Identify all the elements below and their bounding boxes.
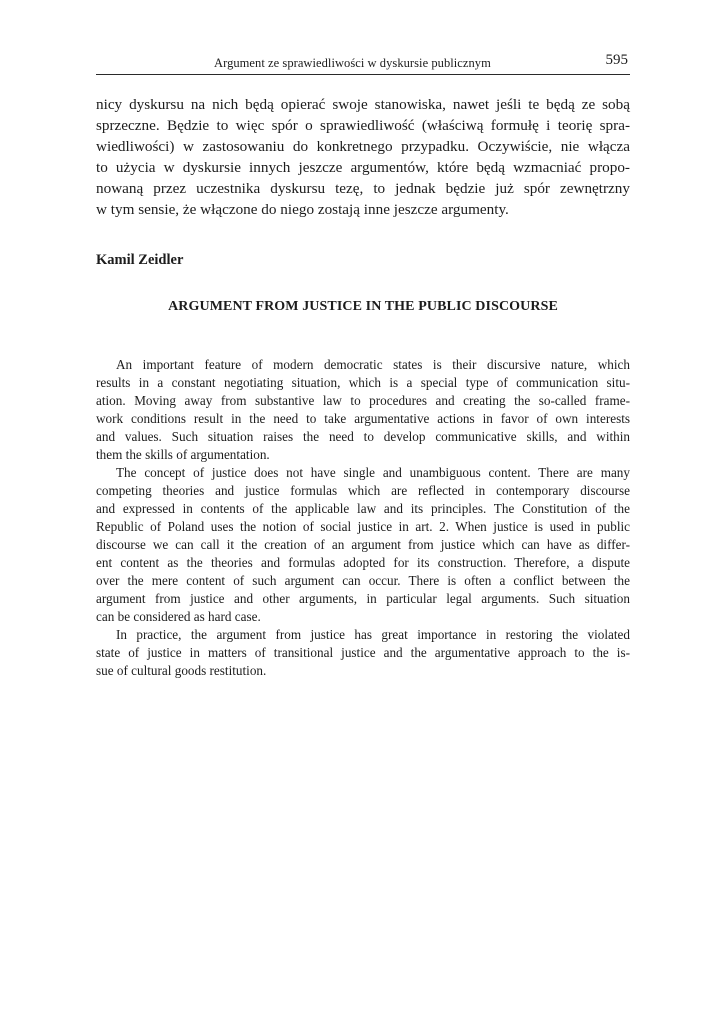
text-line: wiedliwości) w zastosowaniu do konkretnego przypadku. Oczywiście, nie włącza (96, 138, 630, 155)
article-title: ARGUMENT FROM JUSTICE IN THE PUBLIC DISCOURSE (168, 299, 558, 314)
text-line: sprzeczne. Będzie to więc spór o sprawiedliwość (właściwą formułę i teorię spra- (96, 117, 630, 134)
abstract-line: competing theories and justice formulas which are reflected in contemporary discourse (96, 483, 630, 498)
abstract-line: can be considered as hard case. (96, 609, 261, 624)
running-header (96, 50, 630, 75)
text-line: to użycia w dyskursie innych jeszcze argumentów, które będą wzmacniać propo- (96, 159, 630, 176)
abstract-line: In practice, the argument from justice has great importance in restoring the violated (116, 627, 630, 642)
abstract-line: ent content as the theories and formulas adopted for its construction. Therefore, a dispute (96, 555, 630, 570)
text-line: nowaną przez uczestnika dyskursu tezę, to jednak będzie już spór zewnętrzny (96, 180, 630, 197)
abstract-line: them the skills of argumentation. (96, 447, 270, 462)
abstract-line: and values. Such situation raises the need to develop communicative skills, and within (96, 429, 630, 444)
abstract-line: sue of cultural goods restitution. (96, 663, 267, 678)
page-number: 595 (605, 52, 628, 68)
abstract-line: An important feature of modern democratic states is their discursive nature, which (116, 357, 630, 372)
abstract-line: results in a constant negotiating situation, which is a special type of communication situ- (96, 375, 630, 390)
abstract-line: argument from justice and other arguments, in particular legal arguments. Such situation (96, 591, 630, 606)
abstract-line: work conditions result in the need to take argumentative actions in favor of own interests (96, 411, 630, 426)
text-line: nicy dyskursu na nich będą opierać swoje stanowiska, nawet jeśli te będą ze sobą (96, 96, 630, 113)
abstract-line: over the mere content of such argument can occur. There is often a conflict between the (96, 573, 630, 588)
continued-paragraph (96, 94, 630, 220)
abstract (96, 356, 630, 680)
abstract-line: ation. Moving away from substantive law to procedures and creating the so-called frame- (96, 393, 630, 408)
abstract-line: discourse we can call it the creation of an argument from justice which can have as differ- (96, 537, 630, 552)
text-line: w tym sensie, że włączone do niego zostają inne jeszcze argumenty. (96, 201, 509, 218)
author-name: Kamil Zeidler (96, 252, 184, 268)
running-title: Argument ze sprawiedliwości w dyskursie publicznym (214, 56, 491, 70)
abstract-line: state of justice in matters of transitional justice and the argumentative approach to the is- (96, 645, 630, 660)
abstract-line: Republic of Poland uses the notion of social justice in art. 2. When justice is used in public (96, 519, 630, 534)
abstract-line: The concept of justice does not have single and unambiguous content. There are many (116, 465, 630, 480)
abstract-line: and expressed in contents of the applicable law and its principles. The Constitution of the (96, 501, 630, 516)
